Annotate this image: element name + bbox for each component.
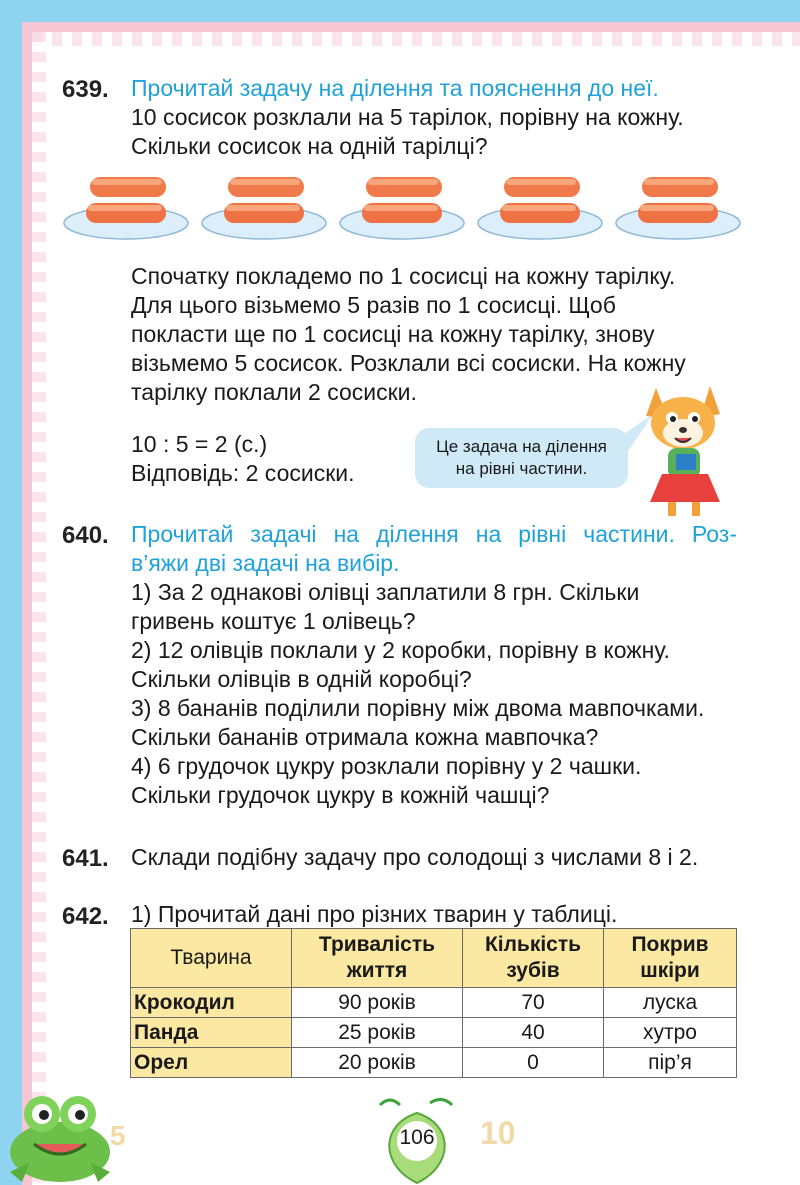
table-row bbox=[131, 1048, 737, 1078]
exercise-639-line-1: 10 сосисок розклали на 5 тарілок, порівну на кожну. bbox=[131, 104, 684, 130]
task-2-line-2: Скільки олівців в одній коробці? bbox=[131, 666, 472, 692]
task-1-line-2: гривень коштує 1 олівець? bbox=[131, 608, 416, 634]
plate-with-sausages bbox=[62, 165, 190, 245]
exercise-641-text: Склади подібну задачу про солодощі з числами 8 і 2. bbox=[131, 844, 699, 870]
page-number: 106 bbox=[399, 1126, 435, 1149]
cell-animal: Орел bbox=[131, 1048, 292, 1078]
decorative-digit: 5 bbox=[110, 1120, 126, 1151]
speech-bubble-line-2: на рівні частини. bbox=[455, 459, 588, 478]
cell-animal: Панда bbox=[131, 1018, 292, 1048]
table-row bbox=[131, 1018, 737, 1048]
table-row bbox=[131, 988, 737, 1018]
frog-icon bbox=[0, 1072, 120, 1185]
exercise-639-instruction: Прочитай задачу на ділення та пояснення до неї. bbox=[131, 75, 659, 101]
exercise-640-instruction-1: Прочитай задачі на ділення на рівні частини. Роз- bbox=[131, 521, 737, 547]
speech-bubble-line-1: Це задача на ділення bbox=[436, 437, 607, 456]
explanation-line-1: Спочатку покладемо по 1 сосисці на кожну тарілку. bbox=[131, 263, 676, 289]
cell-teeth: 0 bbox=[463, 1048, 604, 1078]
cell-skin: луска bbox=[604, 988, 737, 1018]
header-teeth: Кількість зубів bbox=[463, 929, 604, 988]
header-animal: Тварина bbox=[131, 929, 292, 988]
cell-lifespan: 90 років bbox=[292, 988, 463, 1018]
explanation-line-5: тарілку поклали 2 сосиски. bbox=[131, 379, 417, 405]
cell-lifespan: 25 років bbox=[292, 1018, 463, 1048]
exercise-642-text: 1) Прочитай дані про різних тварин у таблиці. bbox=[131, 901, 618, 927]
exercise-639-number: 639. bbox=[62, 76, 109, 103]
decorative-border-top bbox=[32, 32, 800, 46]
animals-table bbox=[130, 928, 737, 1078]
explanation-line-4: візьмемо 5 сосисок. Розклали всі сосиски. На кожну bbox=[131, 350, 686, 376]
cell-teeth: 70 bbox=[463, 988, 604, 1018]
task-4-line-1: 4) 6 грудочок цукру розклали порівну у 2 чашки. bbox=[131, 753, 642, 779]
answer: Відповідь: 2 сосиски. bbox=[131, 460, 355, 486]
plates-illustration bbox=[62, 165, 742, 245]
exercise-639-line-2: Скільки сосисок на одній тарілці? bbox=[131, 133, 488, 159]
cell-animal: Крокодил bbox=[131, 988, 292, 1018]
header-skin: Покрив шкіри bbox=[604, 929, 737, 988]
cell-skin: хутро bbox=[604, 1018, 737, 1048]
task-3-line-2: Скільки бананів отримала кожна мавпочка? bbox=[131, 724, 599, 750]
exercise-640-number: 640. bbox=[62, 522, 109, 549]
exercise-642-number: 642. bbox=[62, 903, 109, 930]
cell-skin: пір’я bbox=[604, 1048, 737, 1078]
explanation-line-3: покласти ще по 1 сосисці на кожну тарілку, знову bbox=[131, 321, 655, 347]
table-header-row bbox=[131, 929, 737, 988]
task-2-line-1: 2) 12 олівців поклали у 2 коробки, порівну в кожну. bbox=[131, 637, 670, 663]
header-lifespan: Тривалість життя bbox=[292, 929, 463, 988]
cell-teeth: 40 bbox=[463, 1018, 604, 1048]
plate-with-sausages bbox=[338, 165, 466, 245]
plate-with-sausages bbox=[476, 165, 604, 245]
task-3-line-1: 3) 8 бананів поділили порівну між двома мавпочками. bbox=[131, 695, 705, 721]
equation: 10 : 5 = 2 (с.) bbox=[131, 431, 268, 457]
decorative-border-left bbox=[32, 32, 46, 1185]
decorative-digit: 10 bbox=[480, 1115, 516, 1151]
exercise-640-instruction-2: в’яжи дві задачі на вибір. bbox=[131, 550, 400, 576]
exercise-641-number: 641. bbox=[62, 845, 109, 872]
task-1-line-1: 1) За 2 однакові олівці заплатили 8 грн. Скільки bbox=[131, 579, 640, 605]
plate-with-sausages bbox=[200, 165, 328, 245]
task-4-line-2: Скільки грудочок цукру в кожній чашці? bbox=[131, 782, 550, 808]
fox-character-icon bbox=[628, 378, 738, 518]
speech-bubble bbox=[415, 428, 628, 488]
explanation-line-2: Для цього візьмемо 5 разів по 1 сосисці. Щоб bbox=[131, 292, 616, 318]
plate-with-sausages bbox=[614, 165, 742, 245]
cell-lifespan: 20 років bbox=[292, 1048, 463, 1078]
